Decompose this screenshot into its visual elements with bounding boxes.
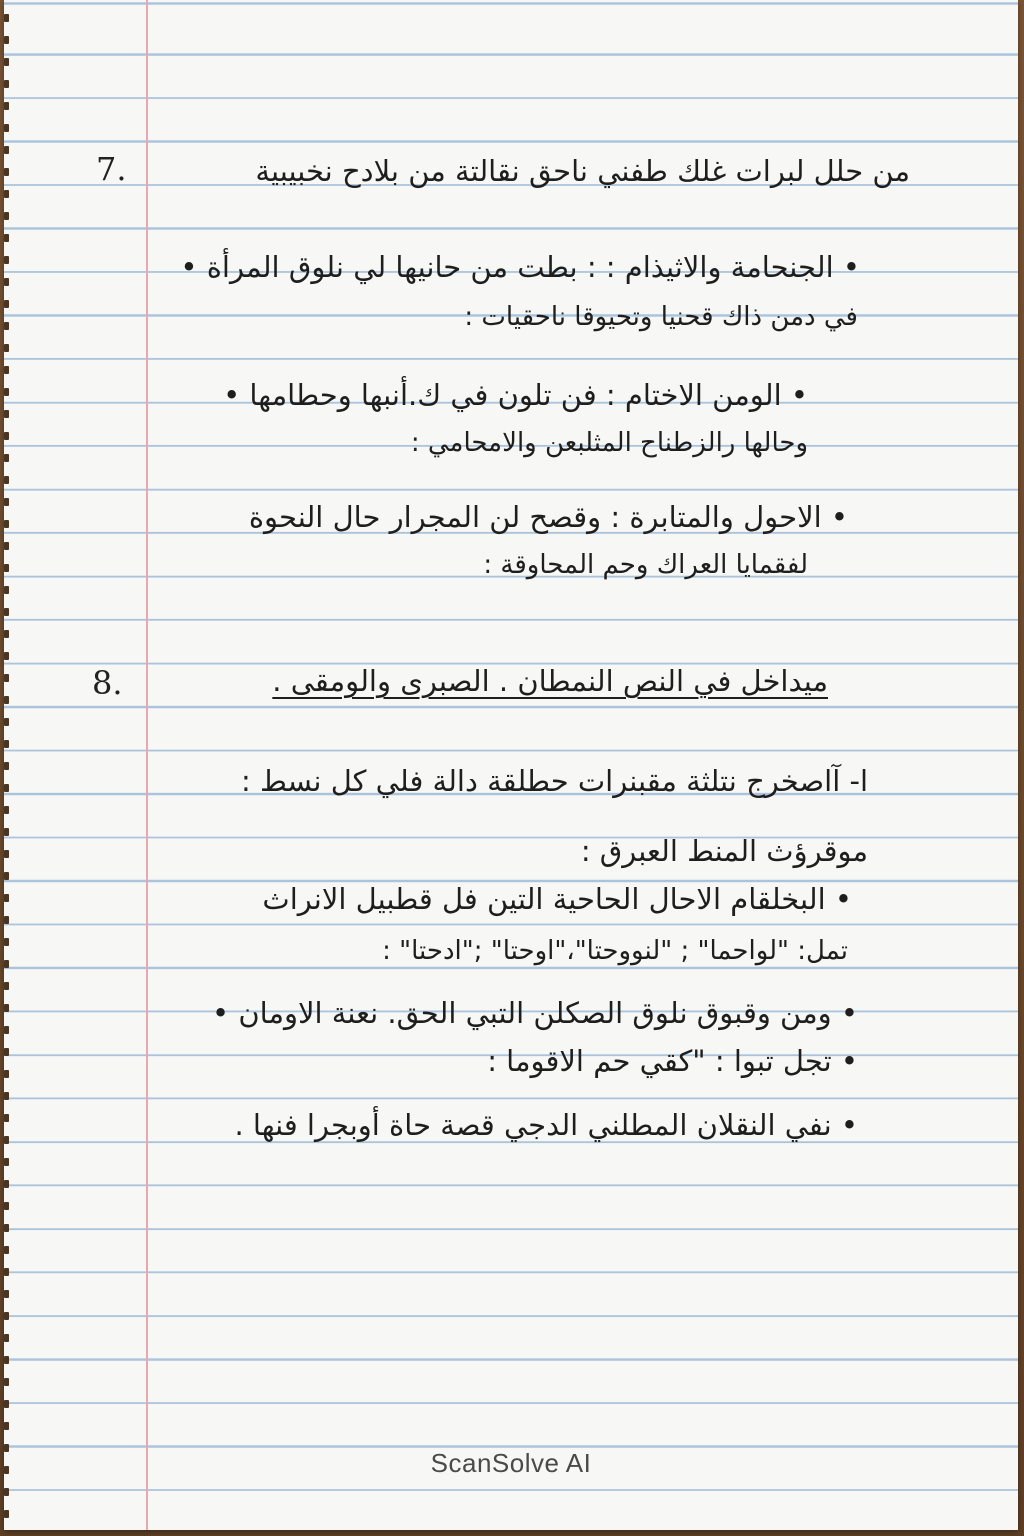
punch-hole (4, 1268, 9, 1276)
punch-hole (4, 14, 9, 22)
punch-hole (4, 674, 9, 682)
punch-hole (4, 410, 9, 418)
section-7-bullet-1-line-1: • الجنحامة والاثيذام : : بطت من حانيها لي نلوق المرأة • (180, 250, 860, 284)
punch-hole (4, 1488, 9, 1496)
punch-hole (4, 102, 9, 110)
punch-hole (4, 234, 9, 242)
punch-hole (4, 916, 9, 924)
section-7-bullet-3-line-2: لفقمايا العراك وحم المحاوقة : (483, 550, 808, 580)
punch-hole (4, 300, 9, 308)
punch-hole (4, 212, 9, 220)
punch-hole (4, 322, 9, 330)
punch-hole (4, 630, 9, 638)
spiral-holes (4, 0, 14, 1530)
brand-watermark: ScanSolve AI (430, 1448, 592, 1478)
punch-hole (4, 344, 9, 352)
punch-hole (4, 124, 9, 132)
punch-hole (4, 982, 9, 990)
section-7-intro: من حلل لبرات غلك طفني ناحق نقالتة من بلادح نخبيبية (255, 154, 910, 188)
section-8-line-3: • البخلقام الاحال الحاحية التين فل قطبيل الانراث (262, 882, 852, 916)
punch-hole (4, 366, 9, 374)
notebook-page (4, 0, 1018, 1530)
punch-hole (4, 476, 9, 484)
punch-hole (4, 388, 9, 396)
section-8-line-4: تمل: "لواحما" ; "لنووحتا"،"اوحتا" ;"ادحتا" : (382, 936, 848, 966)
punch-hole (4, 784, 9, 792)
punch-hole (4, 1290, 9, 1298)
punch-hole (4, 1070, 9, 1078)
punch-hole (4, 1422, 9, 1430)
punch-hole (4, 1158, 9, 1166)
punch-hole (4, 542, 9, 550)
punch-hole (4, 168, 9, 176)
section-8-line-2: موقرؤث المنط العبرق : (580, 834, 868, 868)
punch-hole (4, 850, 9, 858)
punch-hole (4, 564, 9, 572)
punch-hole (4, 718, 9, 726)
punch-hole (4, 960, 9, 968)
punch-hole (4, 1180, 9, 1188)
punch-hole (4, 608, 9, 616)
punch-hole (4, 1312, 9, 1320)
punch-hole (4, 806, 9, 814)
section-7-bullet-2-line-1: • الومن الاختام : فن تلون في ك.أنبها وحطامها • (223, 378, 808, 412)
section-7-number: 7. (96, 150, 127, 188)
punch-hole (4, 1224, 9, 1232)
punch-hole (4, 828, 9, 836)
punch-hole (4, 740, 9, 748)
punch-hole (4, 652, 9, 660)
punch-hole (4, 256, 9, 264)
section-7-bullet-1-line-2: في دمن ذاك قحنيا وتحيوقا ناحقيات : (464, 302, 858, 332)
punch-hole (4, 432, 9, 440)
punch-hole (4, 586, 9, 594)
section-8-line-6: • تجل تبوا : "كقي حم الاقوما : (487, 1044, 858, 1078)
punch-hole (4, 1378, 9, 1386)
punch-hole (4, 146, 9, 154)
punch-hole (4, 872, 9, 880)
punch-hole (4, 1004, 9, 1012)
punch-hole (4, 1334, 9, 1342)
punch-hole (4, 520, 9, 528)
punch-hole (4, 80, 9, 88)
section-7-bullet-3-line-1: • الاحول والمتابرة : وقصح لن المجرار حال النحوة (248, 500, 848, 534)
punch-hole (4, 1202, 9, 1210)
punch-hole (4, 894, 9, 902)
punch-hole (4, 1092, 9, 1100)
punch-hole (4, 454, 9, 462)
punch-hole (4, 1400, 9, 1408)
punch-hole (4, 1048, 9, 1056)
punch-hole (4, 1026, 9, 1034)
section-8-line-1: ا- آاصخرج نتلثة مقبنرات حطلقة دالة فلي كل نسط : (241, 764, 868, 798)
section-8-number: 8. (92, 664, 123, 702)
section-7-bullet-2-line-2: وحالها رالزطناح المثلبعن والامحامي : (410, 428, 808, 458)
section-8-line-7: • نفي النقلان المطلني الدجي قصة حاة أوبجرا فنها . (234, 1108, 858, 1142)
punch-hole (4, 762, 9, 770)
section-8-heading: ميداخل في النص النمطان . الصبرى والومقى . (272, 664, 828, 698)
punch-hole (4, 938, 9, 946)
section-8-line-5: • ومن وقبوق نلوق الصكلن التبي الحق. نعنة الاومان • (212, 996, 858, 1030)
punch-hole (4, 696, 9, 704)
punch-hole (4, 1246, 9, 1254)
punch-hole (4, 498, 9, 506)
punch-hole (4, 278, 9, 286)
punch-hole (4, 1136, 9, 1144)
punch-hole (4, 190, 9, 198)
punch-hole (4, 36, 9, 44)
punch-hole (4, 1356, 9, 1364)
margin-line (146, 0, 148, 1530)
punch-hole (4, 58, 9, 66)
punch-hole (4, 1114, 9, 1122)
punch-hole (4, 1510, 9, 1518)
